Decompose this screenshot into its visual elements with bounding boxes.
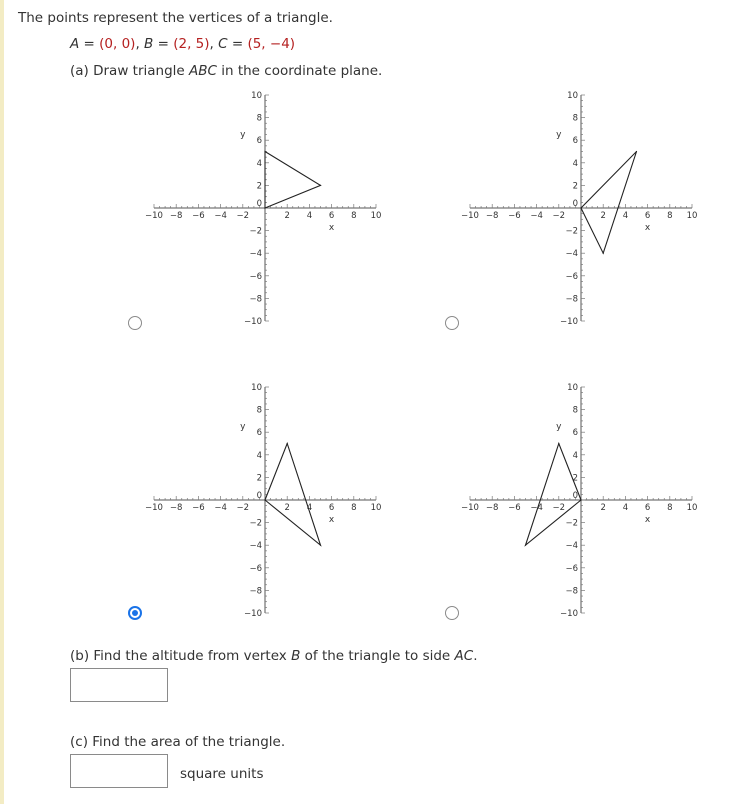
- coordinate-plane: [140, 80, 410, 327]
- x-tick-label: 6: [644, 503, 651, 513]
- y-tick-label: 4: [572, 158, 578, 169]
- coordinate-plane: [140, 372, 410, 619]
- y-tick-label: 6: [256, 136, 262, 147]
- y-tick-label: −6: [249, 563, 262, 574]
- y-axis-name: y: [240, 129, 246, 140]
- y-axis-name: y: [556, 129, 562, 140]
- part-b-prompt: (b) Find the altitude from vertex B of the triangle to side AC.: [70, 648, 478, 664]
- y-tick-label: −6: [249, 271, 262, 282]
- x-tick-label: 10: [370, 503, 382, 513]
- y-tick-label: −2: [249, 226, 262, 237]
- y-tick-label: −10: [244, 317, 262, 327]
- x-tick-label: −6: [192, 211, 205, 221]
- x-tick-label: 4: [306, 503, 313, 513]
- graph-option-4: [456, 372, 726, 619]
- x-tick-label: 10: [686, 503, 698, 513]
- part-c-prompt: (c) Find the area of the triangle.: [70, 734, 286, 750]
- y-tick-label: 10: [567, 91, 578, 101]
- origin-label: 0: [572, 199, 578, 209]
- origin-label: 0: [572, 491, 578, 501]
- y-tick-label: −4: [565, 249, 578, 260]
- y-tick-label: 8: [572, 113, 578, 124]
- triangle-vertex: [525, 545, 526, 546]
- y-tick-label: −2: [249, 518, 262, 529]
- x-tick-label: −8: [485, 503, 499, 513]
- y-tick-label: 4: [256, 450, 262, 461]
- y-axis-name: y: [240, 421, 246, 432]
- y-tick-label: 2: [572, 473, 578, 484]
- x-axis-name: x: [328, 223, 335, 233]
- y-tick-label: 4: [256, 158, 262, 169]
- y-tick-label: −6: [565, 271, 578, 282]
- x-tick-label: 4: [306, 211, 313, 221]
- y-tick-label: −10: [244, 609, 262, 619]
- x-tick-label: 10: [686, 211, 698, 221]
- triangle-vertex: [320, 545, 321, 546]
- x-tick-label: −4: [214, 211, 227, 221]
- y-tick-label: 10: [251, 383, 262, 393]
- y-tick-label: −10: [560, 609, 578, 619]
- y-tick-label: 10: [567, 383, 578, 393]
- triangle-shape: [581, 152, 637, 254]
- triangle-vertex: [287, 443, 288, 444]
- x-tick-label: 2: [600, 503, 606, 513]
- x-tick-label: 2: [284, 503, 290, 513]
- coordinate-plane: [456, 372, 726, 619]
- triangle-vertex: [264, 207, 265, 208]
- y-tick-label: 10: [251, 91, 262, 101]
- triangle-vertex: [320, 185, 321, 186]
- y-tick-label: 8: [572, 405, 578, 416]
- x-tick-label: 4: [622, 211, 629, 221]
- option-2-radio[interactable]: [445, 316, 459, 330]
- x-tick-label: −8: [485, 211, 499, 221]
- x-tick-label: −10: [461, 503, 479, 513]
- y-axis-name: y: [556, 421, 562, 432]
- x-tick-label: 2: [284, 211, 290, 221]
- triangle-vertex: [603, 253, 604, 254]
- x-tick-label: −4: [214, 503, 227, 513]
- y-tick-label: −4: [249, 249, 262, 260]
- x-axis-name: x: [328, 515, 335, 525]
- x-tick-label: −10: [461, 211, 479, 221]
- altitude-answer-input[interactable]: [70, 668, 168, 702]
- x-tick-label: 6: [328, 211, 335, 221]
- x-axis-name: x: [644, 223, 651, 233]
- vertex-list: A = (0, 0), B = (2, 5), C = (5, −4): [70, 36, 296, 52]
- graph-option-2: [456, 80, 726, 327]
- graph-option-1: [140, 80, 410, 327]
- x-tick-label: −2: [236, 503, 250, 513]
- y-tick-label: 6: [256, 428, 262, 439]
- y-tick-label: 2: [256, 181, 262, 192]
- x-tick-label: 2: [600, 211, 606, 221]
- x-tick-label: −6: [508, 211, 521, 221]
- y-tick-label: 8: [256, 113, 262, 124]
- triangle-shape: [265, 444, 321, 546]
- x-tick-label: 8: [351, 503, 357, 513]
- x-tick-label: −4: [530, 503, 543, 513]
- option-3-radio[interactable]: [128, 606, 142, 620]
- y-tick-label: 6: [572, 136, 578, 147]
- y-tick-label: −8: [565, 586, 578, 597]
- graph-option-3: [140, 372, 410, 619]
- y-tick-label: −4: [249, 541, 262, 552]
- x-tick-label: 6: [644, 211, 651, 221]
- triangle-vertex: [580, 499, 581, 500]
- triangle-vertex: [636, 151, 637, 152]
- x-tick-label: 10: [370, 211, 382, 221]
- y-tick-label: 6: [572, 428, 578, 439]
- y-tick-label: −2: [565, 226, 578, 237]
- x-tick-label: −8: [169, 211, 183, 221]
- x-tick-label: 6: [328, 503, 335, 513]
- triangle-vertex: [580, 207, 581, 208]
- y-tick-label: −6: [565, 563, 578, 574]
- origin-label: 0: [256, 491, 262, 501]
- y-tick-label: 2: [256, 473, 262, 484]
- x-axis-name: x: [644, 515, 651, 525]
- coordinate-plane: [456, 80, 726, 327]
- vertex-a: A = (0, 0): [70, 36, 136, 52]
- x-tick-label: 8: [667, 503, 673, 513]
- x-tick-label: −10: [145, 211, 163, 221]
- x-tick-label: −8: [169, 503, 183, 513]
- x-tick-label: −6: [508, 503, 521, 513]
- left-accent-rule: [0, 0, 4, 804]
- origin-label: 0: [256, 199, 262, 209]
- y-tick-label: −2: [565, 518, 578, 529]
- x-tick-label: −6: [192, 503, 205, 513]
- x-tick-label: −2: [552, 211, 566, 221]
- triangle-vertex: [264, 151, 265, 152]
- problem-intro: The points represent the vertices of a triangle.: [18, 10, 333, 26]
- triangle-shape: [265, 152, 321, 209]
- area-answer-input[interactable]: [70, 754, 168, 788]
- x-tick-label: 4: [622, 503, 629, 513]
- option-4-radio[interactable]: [445, 606, 459, 620]
- y-tick-label: −4: [565, 541, 578, 552]
- triangle-vertex: [264, 499, 265, 500]
- y-tick-label: −10: [560, 317, 578, 327]
- vertex-b: B = (2, 5): [144, 36, 210, 52]
- y-tick-label: −8: [565, 294, 578, 305]
- y-tick-label: 8: [256, 405, 262, 416]
- option-1-radio[interactable]: [128, 316, 142, 330]
- y-tick-label: 2: [572, 181, 578, 192]
- y-tick-label: −8: [249, 586, 262, 597]
- x-tick-label: −4: [530, 211, 543, 221]
- x-tick-label: 8: [351, 211, 357, 221]
- triangle-vertex: [558, 443, 559, 444]
- y-tick-label: −8: [249, 294, 262, 305]
- x-tick-label: −10: [145, 503, 163, 513]
- x-tick-label: 8: [667, 211, 673, 221]
- x-tick-label: −2: [236, 211, 250, 221]
- y-tick-label: 4: [572, 450, 578, 461]
- area-units-label: square units: [180, 766, 264, 782]
- part-a-prompt: (a) Draw triangle ABC in the coordinate plane.: [70, 63, 383, 79]
- x-tick-label: −2: [552, 503, 566, 513]
- vertex-c: C = (5, −4): [218, 36, 296, 52]
